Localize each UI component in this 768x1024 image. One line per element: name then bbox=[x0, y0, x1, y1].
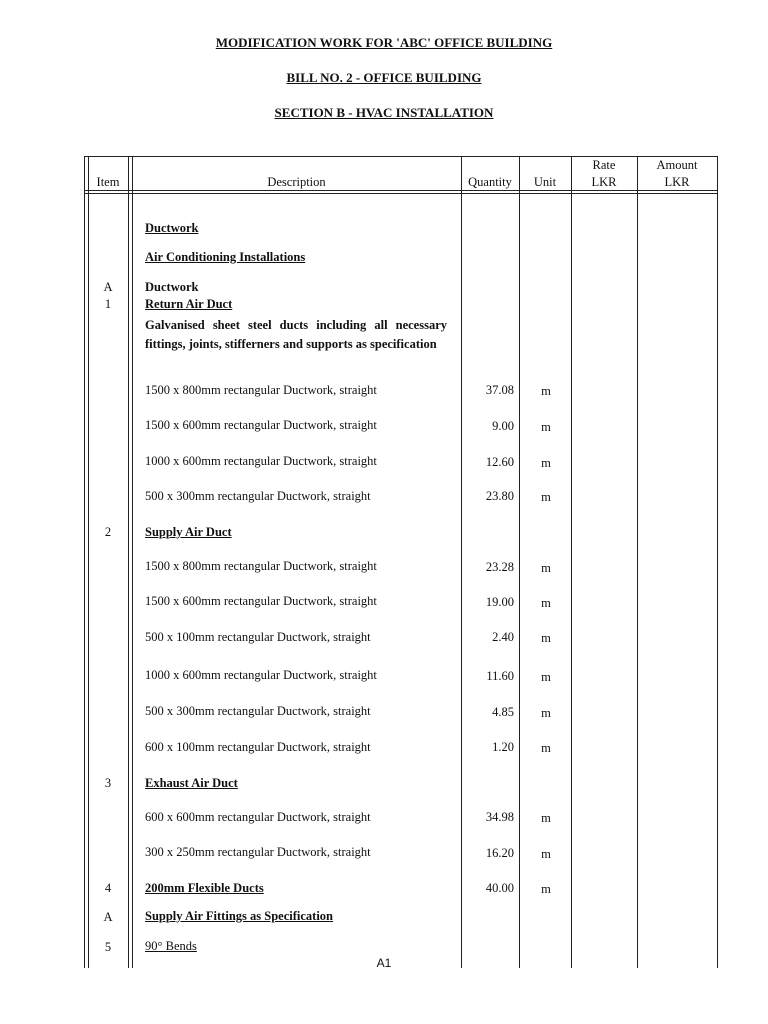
supply-air-duct-heading: Supply Air Duct bbox=[145, 525, 232, 539]
row-description: 500 x 300mm rectangular Ductwork, straight bbox=[145, 704, 371, 718]
row-quantity: 19.00 bbox=[485, 595, 514, 609]
item-col-divider-a bbox=[128, 156, 129, 968]
item-code-1: 1 bbox=[104, 297, 112, 311]
item-code-2: 2 bbox=[104, 525, 112, 539]
header-bottom-border-b bbox=[84, 193, 718, 194]
supply-air-fittings-heading: Supply Air Fittings as Specification bbox=[145, 909, 333, 923]
row-description: 600 x 600mm rectangular Ductwork, straight bbox=[145, 810, 371, 824]
flexible-ducts-heading: 200mm Flexible Ducts bbox=[145, 881, 264, 895]
table-top-border bbox=[84, 156, 718, 157]
bill-title: BILL NO. 2 - OFFICE BUILDING bbox=[286, 70, 482, 85]
row-quantity: 16.20 bbox=[485, 846, 514, 860]
row-unit: m bbox=[541, 384, 551, 398]
row-unit: m bbox=[541, 741, 551, 755]
row-unit: m bbox=[541, 882, 551, 896]
row-quantity: 9.00 bbox=[492, 419, 514, 433]
header-description: Description bbox=[267, 175, 326, 189]
ductwork-subheading: Ductwork bbox=[145, 280, 199, 294]
document-title: MODIFICATION WORK FOR 'ABC' OFFICE BUILDING bbox=[215, 35, 553, 50]
row-description: 600 x 100mm rectangular Ductwork, straight bbox=[145, 740, 371, 754]
table-left-border-outer bbox=[84, 156, 85, 968]
page-footer: A1 bbox=[376, 956, 392, 970]
item-code-5: 5 bbox=[104, 940, 112, 954]
row-description: 1500 x 600mm rectangular Ductwork, straight bbox=[145, 594, 377, 608]
table-right-border bbox=[717, 156, 718, 968]
row-unit: m bbox=[541, 596, 551, 610]
header-bottom-border-a bbox=[84, 190, 718, 191]
item-code-4: 4 bbox=[104, 881, 112, 895]
header-rate-currency: LKR bbox=[591, 175, 617, 189]
header-amount-currency: LKR bbox=[664, 175, 690, 189]
row-unit: m bbox=[541, 670, 551, 684]
row-unit: m bbox=[541, 706, 551, 720]
row-description: 1500 x 600mm rectangular Ductwork, straight bbox=[145, 418, 377, 432]
row-quantity: 11.60 bbox=[486, 669, 514, 683]
return-air-duct-heading: Return Air Duct bbox=[145, 297, 233, 311]
row-description: 300 x 250mm rectangular Ductwork, straight bbox=[145, 845, 371, 859]
qty-col-divider bbox=[519, 156, 520, 968]
ac-installations-heading: Air Conditioning Installations bbox=[145, 250, 306, 264]
item-code-3: 3 bbox=[104, 776, 112, 790]
item-code-a: A bbox=[103, 280, 113, 294]
header-quantity: Quantity bbox=[468, 175, 512, 189]
header-item: Item bbox=[96, 175, 120, 189]
row-unit: m bbox=[541, 561, 551, 575]
unit-col-divider bbox=[571, 156, 572, 968]
rate-col-divider bbox=[637, 156, 638, 968]
bends-heading: 90° Bends bbox=[145, 939, 197, 953]
row-description: 1000 x 600mm rectangular Ductwork, straight bbox=[145, 454, 377, 468]
row-unit: m bbox=[541, 490, 551, 504]
row-quantity: 37.08 bbox=[485, 383, 514, 397]
ductwork-heading: Ductwork bbox=[145, 221, 199, 235]
row-quantity: 1.20 bbox=[492, 740, 514, 754]
header-rate: Rate bbox=[592, 158, 616, 172]
row-quantity: 23.28 bbox=[485, 560, 514, 574]
row-unit: m bbox=[541, 811, 551, 825]
row-quantity: 40.00 bbox=[485, 881, 514, 895]
row-quantity: 2.40 bbox=[492, 630, 514, 644]
header-unit: Unit bbox=[533, 175, 557, 189]
row-unit: m bbox=[541, 847, 551, 861]
table-left-border-inner bbox=[88, 156, 89, 968]
row-unit: m bbox=[541, 420, 551, 434]
row-description: 1500 x 800mm rectangular Ductwork, straight bbox=[145, 383, 377, 397]
row-quantity: 23.80 bbox=[485, 489, 514, 503]
item-col-divider-b bbox=[132, 156, 133, 968]
row-quantity: 4.85 bbox=[492, 705, 514, 719]
section-title: SECTION B - HVAC INSTALLATION bbox=[274, 105, 494, 120]
item-code-a-fittings: A bbox=[103, 910, 113, 924]
spec-paragraph: Galvanised sheet steel ducts including all necessary fittings, joints, stifferners and supports as specification bbox=[145, 318, 447, 351]
row-quantity: 34.98 bbox=[485, 810, 514, 824]
row-unit: m bbox=[541, 456, 551, 470]
row-unit: m bbox=[541, 631, 551, 645]
row-description: 500 x 300mm rectangular Ductwork, straight bbox=[145, 489, 371, 503]
row-quantity: 12.60 bbox=[485, 455, 514, 469]
header-amount: Amount bbox=[656, 158, 698, 172]
row-description: 1000 x 600mm rectangular Ductwork, straight bbox=[145, 668, 377, 682]
row-description: 500 x 100mm rectangular Ductwork, straight bbox=[145, 630, 371, 644]
desc-col-divider bbox=[461, 156, 462, 968]
row-description: 1500 x 800mm rectangular Ductwork, straight bbox=[145, 559, 377, 573]
exhaust-air-duct-heading: Exhaust Air Duct bbox=[145, 776, 238, 790]
